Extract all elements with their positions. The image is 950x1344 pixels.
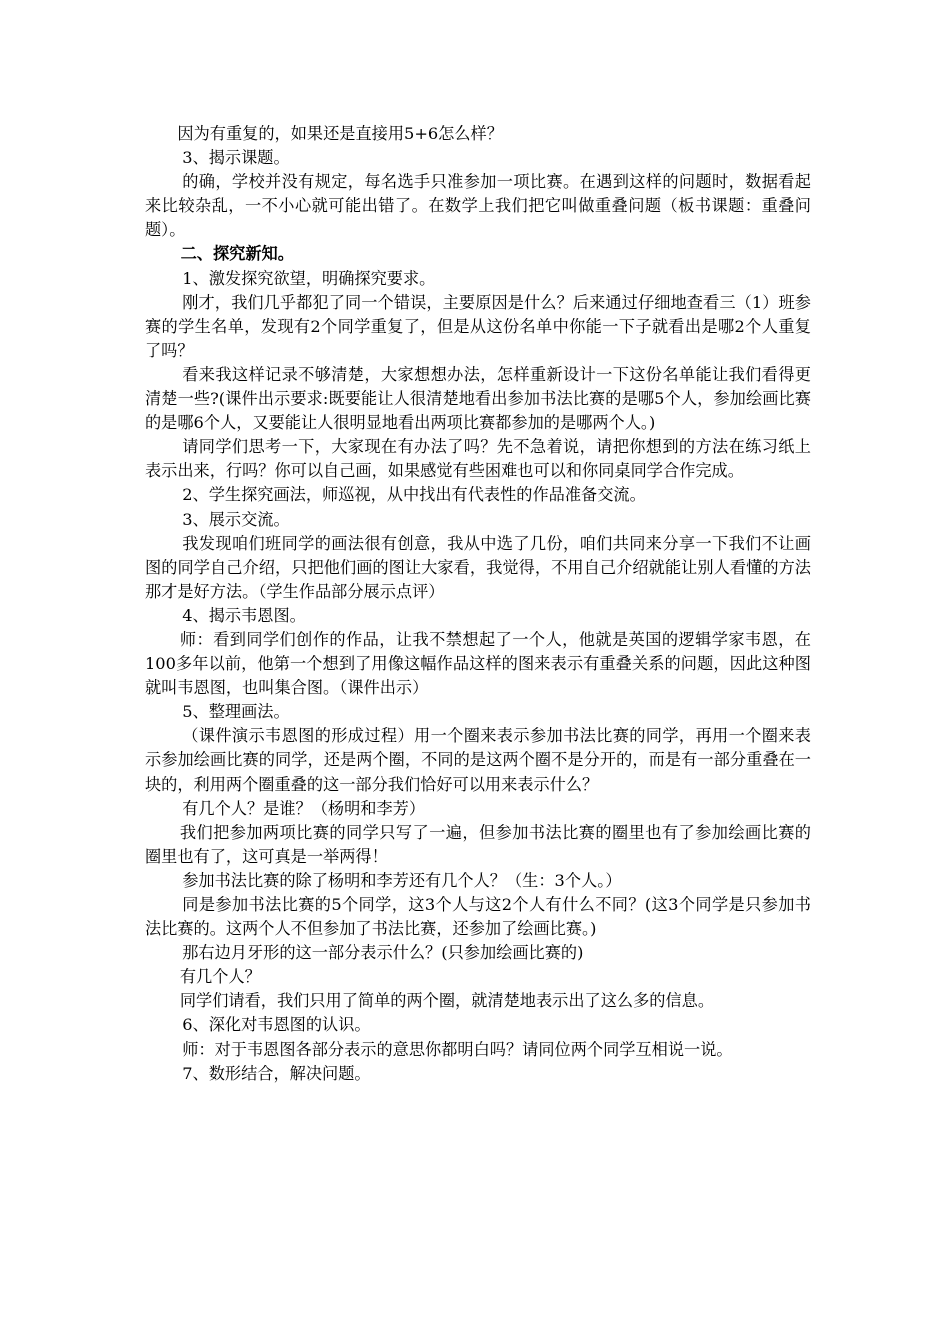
- paragraph: 的确，学校并没有规定，每名选手只准参加一项比赛。在遇到这样的问题时，数据看起来比较杂乱，一不小心就可能出错了。在数学上我们把它叫做重叠问题（板书课题：重叠问题）。: [145, 172, 811, 240]
- paragraph: 参加书法比赛的除了杨明和李芳还有几个人？（生：3个人。）: [182, 870, 622, 890]
- paragraph: 师：对于韦恩图各部分表示的意思你都明白吗？请同位两个同学互相说一说。: [182, 1039, 733, 1059]
- paragraph: 看来我这样记录不够清楚，大家想想办法，怎样重新设计一下这份名单能让我们看得更清楚一些?(课件出示要求:既要能让人很清楚地看出参加书法比赛的是哪5个人，参加绘画比赛的是哪6个人，又要能让人很明显地看出两项比赛都参加的是哪两个人。): [145, 364, 811, 433]
- paragraph: 那右边月牙形的这一部分表示什么？(只参加绘画比赛的): [182, 943, 584, 963]
- section-step: 1、激发探究欲望，明确探究要求。: [182, 268, 436, 288]
- paragraph: 因为有重复的，如果还是直接用5+6怎么样？: [177, 124, 503, 143]
- section-step: 2、学生探究画法，师巡视，从中找出有代表性的作品准备交流。: [182, 485, 646, 505]
- paragraph: （课件演示韦恩图的形成过程）用一个圈来表示参加书法比赛的同学，再用一个圈来表示参加绘画比赛的同学，还是两个圈，不同的是这两个圈不是分开的，而是有一部分重叠在一块的，利用两个圈重叠的这一部分我们恰好可以用来表示什么？: [145, 726, 811, 794]
- section-step: 7、数形结合，解决问题。: [182, 1063, 371, 1083]
- paragraph: 请同学们思考一下，大家现在有办法了吗？先不急着说，请把你想到的方法在练习纸上表示出来，行吗？你可以自己画，如果感觉有些困难也可以和你同桌同学合作完成。: [145, 437, 811, 481]
- paragraph: 我们把参加两项比赛的同学只写了一遍，但参加书法比赛的圈里也有了参加绘画比赛的圈里也有了，这可真是一举两得！: [145, 822, 811, 866]
- document-page: [145, 122, 811, 1086]
- section-step: 3、展示交流。: [182, 509, 290, 529]
- section-step: 3、揭示课题。: [182, 148, 290, 168]
- paragraph: 同是参加书法比赛的5个同学，这3个人与这2个人有什么不同？(这3个同学是只参加书法比赛的。这两个人不但参加了书法比赛，还参加了绘画比赛。): [145, 895, 811, 939]
- paragraph: 有几个人？: [179, 967, 261, 987]
- section-step: 6、深化对韦恩图的认识。: [182, 1015, 371, 1035]
- section-step: 5、整理画法。: [182, 702, 290, 722]
- paragraph: 同学们请看，我们只用了简单的两个圈，就清楚地表示出了这么多的信息。: [179, 991, 715, 1011]
- paragraph: 师：看到同学们创作的作品，让我不禁想起了一个人，他就是英国的逻辑学家韦恩，在100多年以前，他第一个想到了用像这幅作品这样的图来表示有重叠关系的问题，因此这种图就叫韦恩图，也叫集合图。（课件出示）: [145, 629, 811, 698]
- paragraph: 刚才，我们几乎都犯了同一个错误，主要原因是什么？后来通过仔细地查看三（1）班参赛的学生名单，发现有2个同学重复了，但是从这份名单中你能一下子就看出是哪2个人重复了吗？: [145, 292, 811, 360]
- section-heading: 二、探究新知。: [180, 244, 294, 264]
- paragraph: 我发现咱们班同学的画法很有创意，我从中选了几份，咱们共同来分享一下我们不让画图的同学自己介绍，只把他们画的图让大家看，我觉得，不用自己介绍就能让别人看懂的方法那才是好方法。（学生作品部分展示点评）: [145, 533, 811, 601]
- paragraph: 有几个人？是谁？（杨明和李芳）: [182, 798, 426, 818]
- section-step: 4、揭示韦恩图。: [182, 605, 306, 625]
